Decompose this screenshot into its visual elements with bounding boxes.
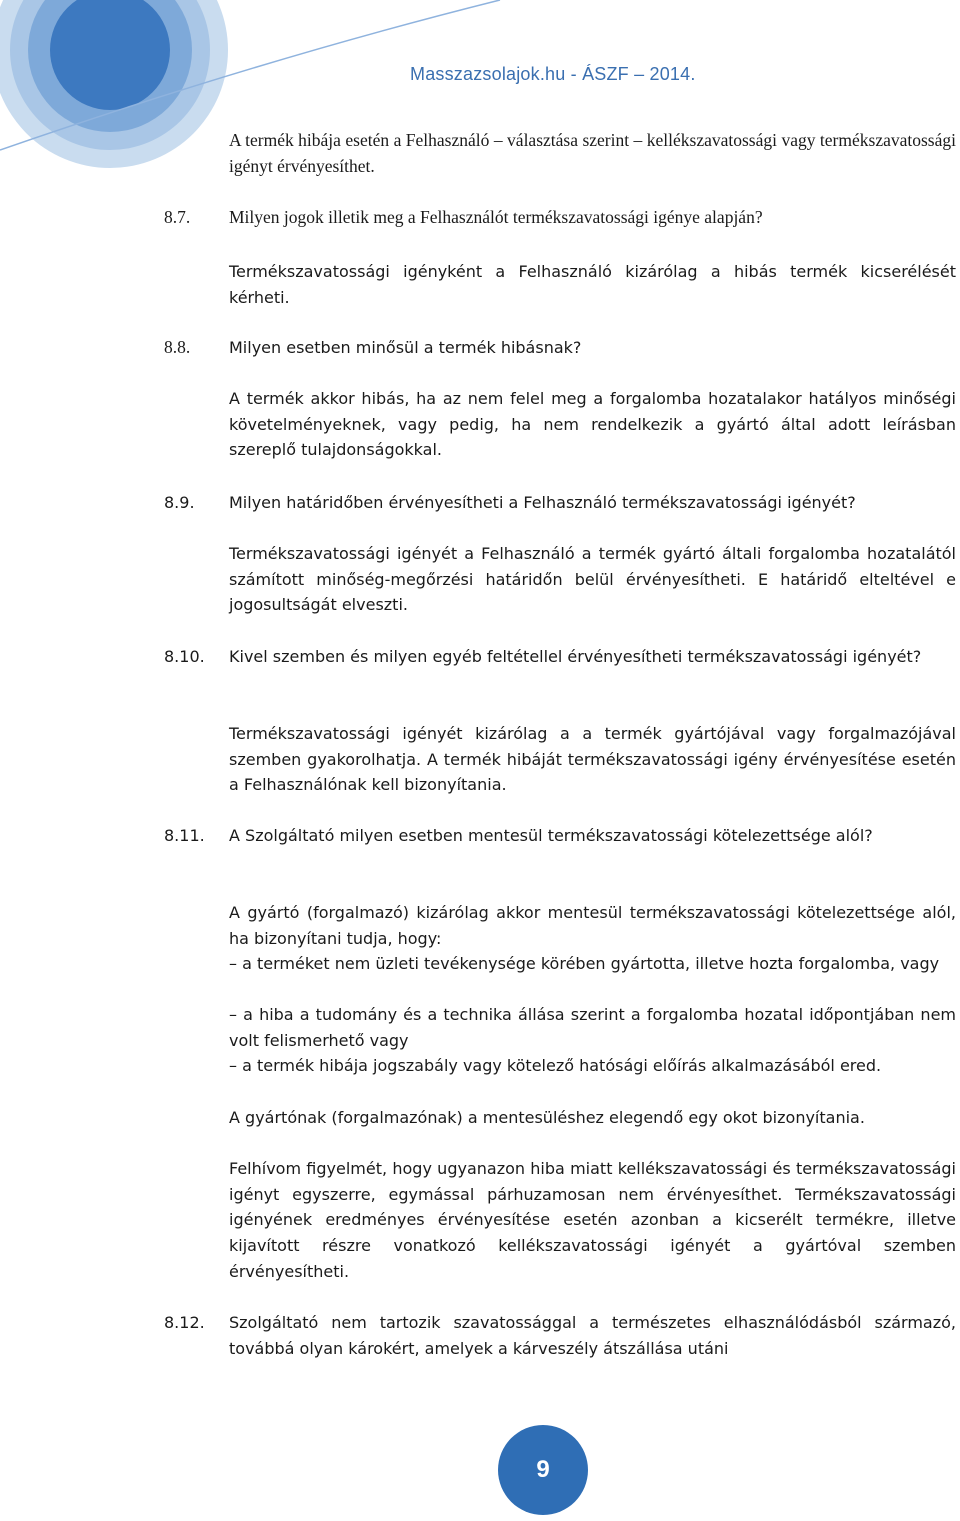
paragraph: Termékszavatossági igényét a Felhasználó a termék gyártó általi forgalomba hozatalától számított minőség-megőrzési határidőn belül érvényesítheti. E határidő elteltével e jogosultságát elveszti. [229,544,956,615]
section-number: 8.9. [164,493,195,512]
header-title: Masszazsolajok.hu - ÁSZF – 2014. [410,64,696,84]
section-number: 8.12. [164,1313,205,1332]
paragraph: Termékszavatossági igényét kizárólag a a termék gyártójával vagy forgalmazójával szemben gyakorolhatja. A termék hibáját termékszavatossági igény érvényesítése esetén a Felhasználónak kell bizonyítania. [229,724,956,795]
section-heading: A Szolgáltató milyen esetben mentesül termékszavatossági kötelezettsége alól? [229,826,873,845]
paragraph: Szolgáltató nem tartozik szavatossággal a természetes elhasználódásból származó, továbbá olyan károkért, amelyek a kárveszély átszállása utáni [229,1313,956,1358]
paragraph: A termék akkor hibás, ha az nem felel meg a forgalomba hozatalakor hatályos minőségi követelményeknek, vagy pedig, ha nem rendelkezik a gyártó által adott leírásban szereplő tulajdonságokkal. [229,389,956,460]
section-number: 8.10. [164,647,205,666]
section-number: 8.8. [164,337,191,357]
paragraph: Termékszavatossági igényként a Felhasználó kizárólag a hibás termék kicserélését kérheti. [229,262,956,307]
paragraph: A gyártó (forgalmazó) kizárólag akkor mentesül termékszavatossági kötelezettsége alól, ha bizonyítani tudja, hogy: [229,903,956,948]
page-number: 9 [536,1456,550,1483]
section-heading: Milyen jogok illetik meg a Felhasználót termékszavatossági igénye alapján? [229,207,763,227]
section-heading: Milyen határidőben érvényesítheti a Felhasználó termékszavatossági igényét? [229,493,856,512]
section-number: 8.7. [164,207,191,227]
section-heading: Kivel szemben és milyen egyéb feltétellel érvényesítheti termékszavatossági igényét? [229,647,922,666]
page-number-badge [498,1425,588,1515]
paragraph: Felhívom figyelmét, hogy ugyanazon hiba miatt kellékszavatossági és termékszavatossági igényt egyszerre, egymással párhuzamosan nem érvényesíthet. Termékszavatossági igényének eredményes érvényesítése esetén azonban a kicserélt termékre, illetve kijavított részre vonatkozó kellékszavatossági igényét a gyártóval szemben érvényesítheti. [229,1159,956,1281]
section-number: 8.11. [164,826,205,845]
list-item: – a hiba a tudomány és a technika állása szerint a forgalomba hozatal időpontjában nem volt felismerhető vagy [229,1005,956,1050]
paragraph: A gyártónak (forgalmazónak) a mentesüléshez elegendő egy okot bizonyítania. [229,1108,865,1127]
list-item: – a terméket nem üzleti tevékenysége körében gyártotta, illetve hozta forgalomba, vagy [229,954,940,973]
paragraph: A termék hibája esetén a Felhasználó – választása szerint – kellékszavatossági vagy termékszavatossági igényt érvényesíthet. [229,130,956,176]
section-heading: Milyen esetben minősül a termék hibásnak? [229,338,582,357]
list-item: – a termék hibája jogszabály vagy kötelező hatósági előírás alkalmazásából ered. [229,1056,882,1075]
